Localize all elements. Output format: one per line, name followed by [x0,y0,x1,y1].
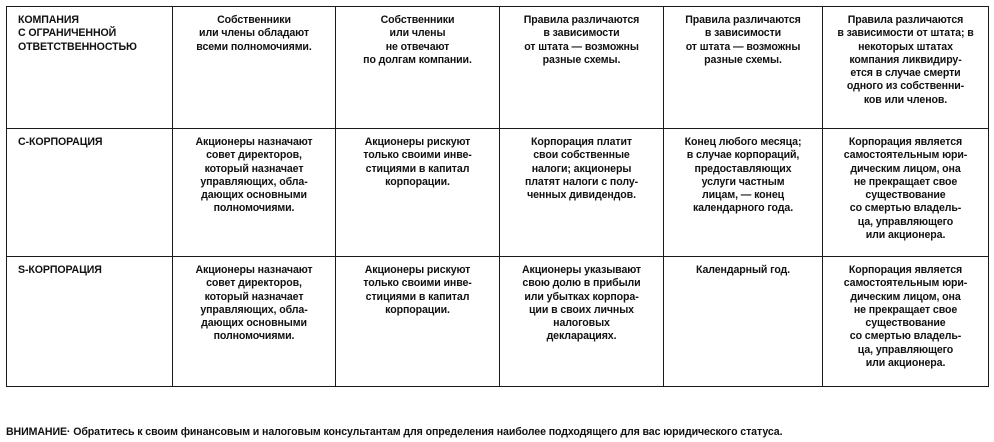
cell-c-corp-management: Акционеры назначают совет директоров, который назначает управляющих, обла- дающих основными полномочиями. [173,129,336,257]
cell-c-corp-fiscal-year: Конец любого месяца; в случае корпораций, предоставляющих услуги частным лицам, — конец календарного года. [664,129,823,257]
table-row-s-corporation [7,257,989,387]
table-row-c-corporation [7,129,989,257]
cell-c-corp-taxes: Корпорация платит свои собственные налоги; акционеры платят налоги с полу- ченных дивидендов. [500,129,664,257]
cell-llc-liability: Собственники или члены не отвечают по долгам компании. [336,7,500,129]
cell-c-corp-continuity: Корпорация является самостоятельным юри- дическим лицом, она не прекращает свое существование со смертью владель- ца, управляющего или акционера. [823,129,989,257]
footer-note: ВНИМАНИЕ· Обратитесь к своим финансовым и налоговым консультантам для определения наиболее подходящего для вас юридического статуса. [6,426,783,438]
row-header-s-corporation: S-КОРПОРАЦИЯ [7,257,173,387]
cell-c-corp-liability: Акционеры рискуют только своими инве- стициями в капитал корпорации. [336,129,500,257]
cell-llc-taxes: Правила различаются в зависимости от штата — возможны разные схемы. [500,7,664,129]
cell-s-corp-continuity: Корпорация является самостоятельным юри- дическим лицом, она не прекращает свое существование со смертью владель- ца, управляющего или акционера. [823,257,989,387]
row-header-llc: КОМПАНИЯ С ОГРАНИЧЕННОЙ ОТВЕТСТВЕННОСТЬЮ [7,7,173,129]
cell-s-corp-fiscal-year: Календарный год. [664,257,823,387]
company-types-table [6,6,989,387]
row-header-c-corporation: С-КОРПОРАЦИЯ [7,129,173,257]
cell-s-corp-liability: Акционеры рискуют только своими инве- стициями в капитал корпорации. [336,257,500,387]
cell-llc-continuity: Правила различаются в зависимости от штата; в некоторых штатах компания ликвидиру- ется в случае смерти одного из собственни- ков или членов. [823,7,989,129]
cell-llc-management: Собственники или члены обладают всеми полномочиями. [173,7,336,129]
company-types-table-container [6,6,988,387]
cell-llc-fiscal-year: Правила различаются в зависимости от штата — возможны разные схемы. [664,7,823,129]
cell-s-corp-taxes: Акционеры указывают свою долю в прибыли или убытках корпора- ции в своих личных налоговых декларациях. [500,257,664,387]
table-row-llc [7,7,989,129]
cell-s-corp-management: Акционеры назначают совет директоров, который назначает управляющих, обла- дающих основными полномочиями. [173,257,336,387]
